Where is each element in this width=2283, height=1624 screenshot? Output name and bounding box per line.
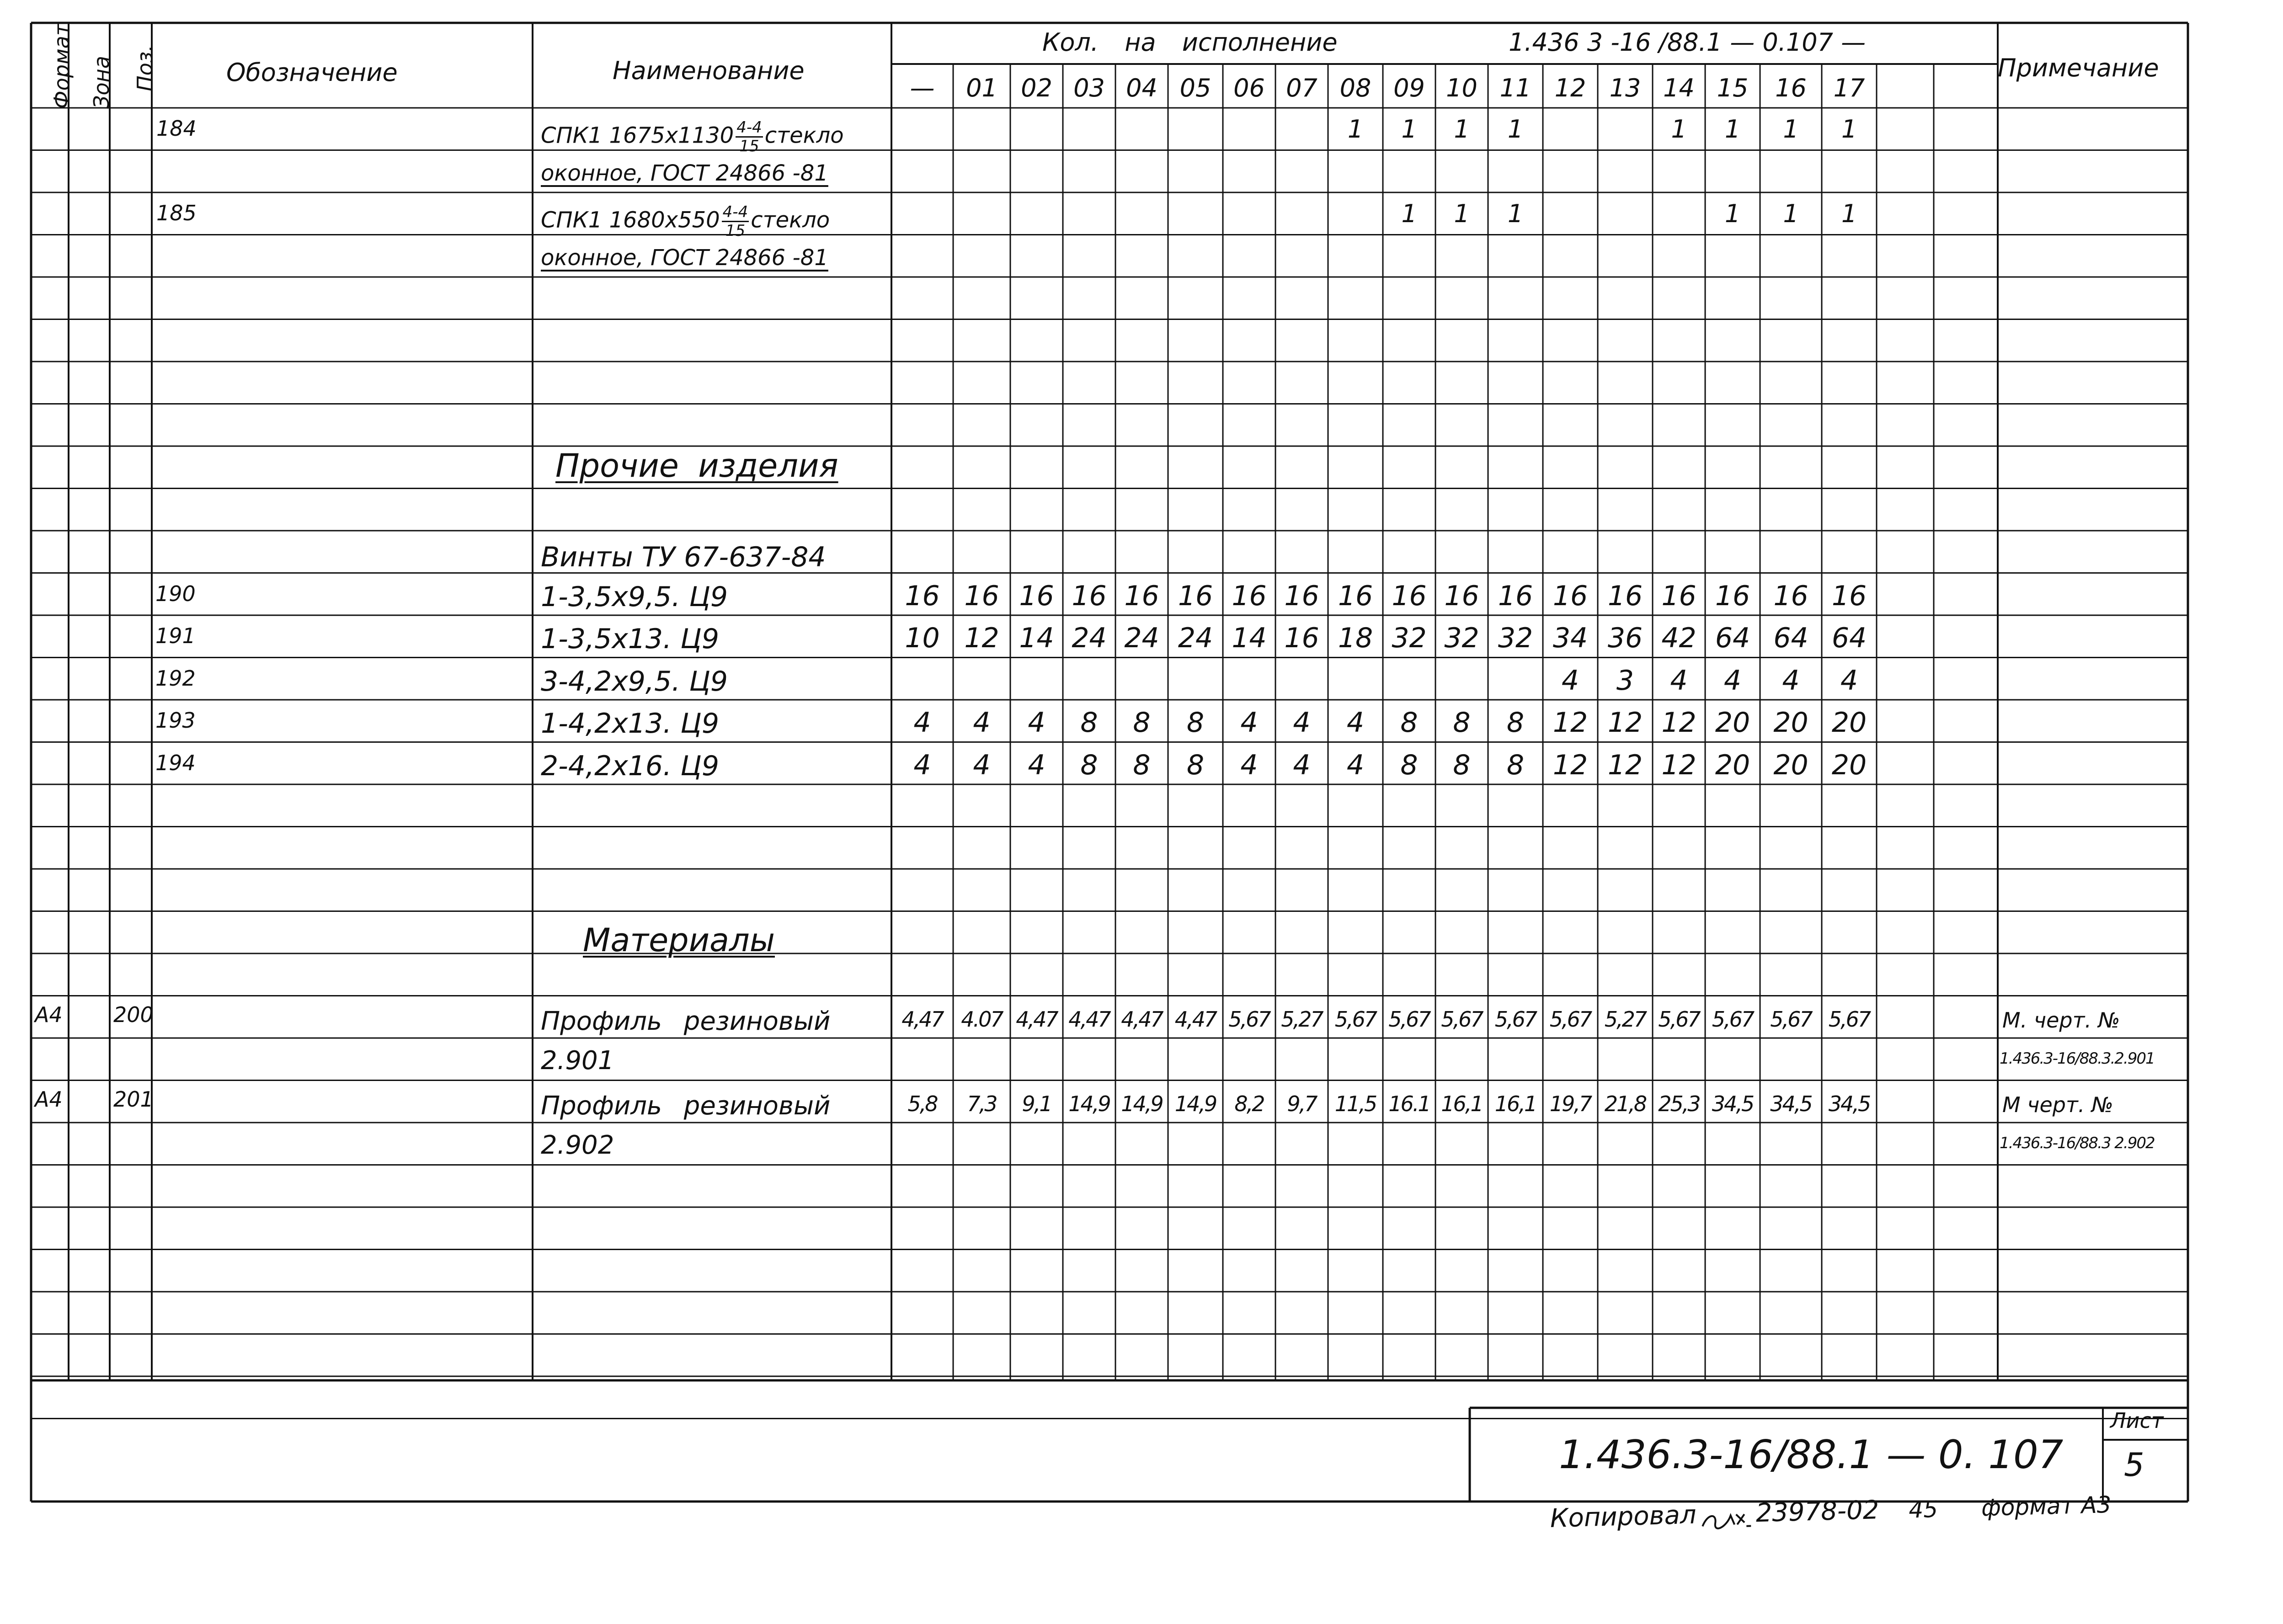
footer-format: формат А3	[1981, 1491, 2112, 1522]
item-name: 3-4,2х9,5. Ц9	[541, 665, 728, 698]
qty-cell: 20	[1715, 749, 1750, 781]
qty-cell: 1	[1401, 199, 1417, 228]
qty-cell: 8	[1133, 749, 1151, 781]
qty-cell: 16	[1284, 580, 1319, 612]
qty-cell: 5,8	[907, 1091, 937, 1116]
qty-cell: 16	[1498, 580, 1533, 612]
qty-cell: 16	[964, 580, 999, 612]
qty-cell: 8	[1506, 749, 1525, 781]
qty-cell: 24	[1124, 622, 1159, 654]
item-name: Профиль резиновый	[541, 1006, 831, 1036]
qty-cell: 3	[1616, 664, 1634, 697]
qty-cell: 16	[1232, 580, 1267, 612]
qty-cell: 5,67	[1658, 1006, 1700, 1032]
qty-cell: 12	[1552, 749, 1588, 781]
qty-cell: 14,9	[1121, 1091, 1163, 1116]
glass-fraction	[722, 204, 749, 239]
fraction-bottom: 15	[725, 222, 746, 240]
header-name: Наименование	[613, 56, 805, 85]
qty-cell: 11,5	[1334, 1091, 1376, 1116]
qty-cell: 5,67	[1494, 1006, 1536, 1032]
qty-cell: 64	[1831, 622, 1867, 654]
qty-cell: 20	[1831, 707, 1867, 739]
qty-cell: 16	[1178, 580, 1213, 612]
qty-cell: 25,3	[1658, 1091, 1700, 1116]
qty-cell: 5,27	[1604, 1006, 1646, 1032]
qty-cell: 16,1	[1441, 1091, 1483, 1116]
qty-cell: 14,9	[1068, 1091, 1110, 1116]
qty-cell: 16	[1715, 580, 1750, 612]
item-name: оконное, ГОСТ 24866 -81	[541, 160, 828, 186]
qty-cell: 8	[1080, 749, 1098, 781]
position-number: 184	[156, 116, 197, 141]
qty-cell: 16	[1392, 580, 1427, 612]
qty-cell: 8	[1186, 707, 1205, 739]
qty-cell: 1	[1401, 115, 1417, 144]
qty-cell: 12	[964, 622, 999, 654]
qty-cell: 4	[1028, 707, 1045, 739]
qty-cell: 32	[1392, 622, 1427, 654]
variant-header: 01	[966, 74, 997, 102]
header-note: Примечание	[1998, 53, 2159, 82]
qty-cell: 1	[1783, 199, 1799, 228]
qty-cell: 4	[1346, 749, 1365, 781]
qty-cell: 19,7	[1549, 1091, 1591, 1116]
header-qty-title: Кол. на исполнение	[1042, 28, 1338, 57]
variant-header: 09	[1393, 74, 1425, 102]
qty-cell: 8	[1400, 707, 1418, 739]
qty-cell: 4	[1240, 707, 1258, 739]
qty-cell: 4	[1346, 707, 1365, 739]
variant-header: 10	[1446, 74, 1478, 102]
header-zone: Зона	[89, 56, 114, 109]
qty-cell: 34,5	[1770, 1091, 1812, 1116]
qty-cell: 16	[1552, 580, 1588, 612]
qty-cell: 10	[905, 622, 940, 654]
qty-cell: 8	[1080, 707, 1098, 739]
qty-cell: 36	[1607, 622, 1643, 654]
qty-cell: 1	[1454, 115, 1470, 144]
qty-cell: 16	[1284, 622, 1319, 654]
qty-cell: 14,9	[1174, 1091, 1216, 1116]
qty-cell: 4	[1293, 707, 1311, 739]
qty-cell: 16	[905, 580, 940, 612]
header-format: Формат	[49, 23, 74, 109]
variant-header: 12	[1554, 74, 1586, 102]
qty-cell: 1	[1454, 199, 1470, 228]
qty-cell: 4	[973, 749, 991, 781]
qty-cell: 4,47	[1121, 1006, 1163, 1032]
qty-cell: 4,47	[901, 1006, 943, 1032]
format-cell: А4	[35, 1002, 63, 1027]
variant-header: 13	[1609, 74, 1641, 102]
qty-cell: 8	[1400, 749, 1418, 781]
qty-cell: 12	[1661, 707, 1696, 739]
qty-cell: 4	[1782, 664, 1800, 697]
qty-cell: 21,8	[1604, 1091, 1646, 1116]
qty-cell: 1	[1724, 199, 1741, 228]
qty-cell: 16	[1444, 580, 1479, 612]
qty-cell: 5,67	[1334, 1006, 1376, 1032]
qty-cell: 16.1	[1388, 1091, 1430, 1116]
qty-cell: 8	[1453, 749, 1471, 781]
variant-header: 17	[1833, 74, 1865, 102]
variant-header: 11	[1499, 74, 1531, 102]
stamp-code: 1.436.3-16/88.1 — 0. 107	[1559, 1432, 2064, 1478]
item-name: 1-4,2х13. Ц9	[541, 708, 719, 740]
qty-cell: 42	[1661, 622, 1696, 654]
item-name: Профиль резиновый	[541, 1091, 831, 1121]
header-pos: Поз.	[133, 45, 157, 91]
screws-title: Винты ТУ 67-637-84	[541, 541, 826, 573]
position-number: 200	[113, 1002, 154, 1027]
position-number: 193	[155, 708, 196, 733]
item-name: 1-3,5х9,5. Ц9	[541, 580, 728, 613]
qty-cell: 5,67	[1828, 1006, 1870, 1032]
qty-cell: 8	[1186, 749, 1205, 781]
qty-cell: 5,67	[1228, 1006, 1270, 1032]
variant-header: 03	[1073, 74, 1105, 102]
qty-cell: 16	[1607, 580, 1643, 612]
qty-cell: 20	[1773, 749, 1808, 781]
qty-cell: 8	[1453, 707, 1471, 739]
section-materials: Материалы	[583, 921, 775, 959]
qty-cell: 20	[1715, 707, 1750, 739]
note-cell-2: 1.436.3-16/88.3 2.902	[2000, 1134, 2155, 1152]
item-name: СПК1 1675х1130 $\frac{4-4}{15}$ стекло	[541, 118, 844, 155]
qty-cell: 64	[1715, 622, 1750, 654]
qty-cell: 5,67	[1770, 1006, 1812, 1032]
item-name-tail: стекло	[751, 207, 830, 233]
copyist-signature	[1698, 1508, 1754, 1533]
qty-cell: 4	[1293, 749, 1311, 781]
qty-cell: 16	[1831, 580, 1867, 612]
qty-cell: 4,47	[1068, 1006, 1110, 1032]
variant-header: 15	[1717, 74, 1749, 102]
qty-cell: 16	[1661, 580, 1696, 612]
qty-cell: 4	[913, 749, 931, 781]
position-number: 185	[156, 201, 197, 225]
fraction-top: 4-4	[736, 118, 762, 137]
footer-number: 45	[1908, 1496, 1938, 1523]
qty-cell: 32	[1498, 622, 1533, 654]
item-name: 1-3,5х13. Ц9	[541, 623, 719, 655]
variant-header: 08	[1339, 74, 1371, 102]
qty-cell: 24	[1072, 622, 1107, 654]
qty-cell: 12	[1552, 707, 1588, 739]
qty-cell: 9,1	[1022, 1091, 1051, 1116]
qty-cell: 1	[1724, 115, 1741, 144]
note-cell-2: 1.436.3-16/88.3.2.901	[2000, 1049, 2155, 1068]
qty-cell: 32	[1444, 622, 1479, 654]
fraction-top: 4-4	[722, 203, 748, 221]
qty-cell: 20	[1831, 749, 1867, 781]
qty-cell: 34,5	[1828, 1091, 1870, 1116]
qty-cell: 5,67	[1712, 1006, 1754, 1032]
qty-cell: 8,2	[1234, 1091, 1264, 1116]
item-name: оконное, ГОСТ 24866 -81	[541, 245, 828, 271]
qty-cell: 4	[973, 707, 991, 739]
variant-header: 04	[1126, 74, 1158, 102]
qty-cell: 5,67	[1388, 1006, 1430, 1032]
footer-copied: Копировал	[1549, 1500, 1697, 1533]
qty-cell: 4	[1723, 664, 1742, 697]
qty-cell: 1	[1783, 115, 1799, 144]
item-name-2: 2.902	[541, 1130, 614, 1160]
qty-cell: 8	[1506, 707, 1525, 739]
qty-cell: 34,5	[1712, 1091, 1754, 1116]
fraction-bottom: 15	[739, 137, 759, 155]
item-name: 2-4,2х16. Ц9	[541, 750, 719, 782]
qty-cell: 64	[1773, 622, 1808, 654]
qty-cell: 12	[1607, 707, 1643, 739]
qty-cell: 20	[1773, 707, 1808, 739]
qty-cell: 1	[1841, 115, 1857, 144]
qty-cell: 16,1	[1494, 1091, 1536, 1116]
qty-cell: 16	[1124, 580, 1159, 612]
qty-cell: 24	[1178, 622, 1213, 654]
position-number: 190	[155, 581, 196, 606]
qty-cell: 16	[1773, 580, 1808, 612]
position-number: 194	[155, 750, 196, 775]
qty-cell: 16	[1338, 580, 1373, 612]
variant-header: 05	[1179, 74, 1211, 102]
variant-header: 07	[1286, 74, 1318, 102]
variant-header: 16	[1775, 74, 1807, 102]
qty-cell: 4	[1840, 664, 1858, 697]
position-number: 191	[155, 623, 196, 648]
qty-cell: 8	[1133, 707, 1151, 739]
qty-cell: 16	[1072, 580, 1107, 612]
variant-header: 06	[1233, 74, 1265, 102]
qty-cell: 5,67	[1549, 1006, 1591, 1032]
qty-cell: 4.07	[961, 1006, 1003, 1032]
header-designation: Обозначение	[226, 58, 398, 87]
qty-cell: 4	[1028, 749, 1045, 781]
qty-cell: 4	[1561, 664, 1579, 697]
qty-cell: 5,27	[1281, 1006, 1323, 1032]
item-name-tail: стекло	[764, 122, 844, 149]
qty-cell: 1	[1841, 199, 1857, 228]
position-number: 192	[155, 666, 196, 691]
position-number: 201	[113, 1086, 154, 1112]
qty-cell: 1	[1507, 115, 1524, 144]
qty-cell: 4	[1240, 749, 1258, 781]
section-other-products: Прочие изделия	[555, 447, 838, 485]
qty-cell: 7,3	[967, 1091, 997, 1116]
qty-cell: 4,47	[1174, 1006, 1216, 1032]
qty-cell: 34	[1552, 622, 1588, 654]
variant-header: 14	[1663, 74, 1695, 102]
stamp-sheet-number: 5	[2124, 1446, 2144, 1484]
qty-cell: 4	[913, 707, 931, 739]
qty-cell: 12	[1661, 749, 1696, 781]
footer-order: 23978-02	[1755, 1495, 1880, 1528]
variant-header: 02	[1021, 74, 1052, 102]
item-name-2: 2.901	[541, 1046, 614, 1076]
qty-cell: 12	[1607, 749, 1643, 781]
glass-fraction	[736, 120, 763, 154]
qty-cell: 14	[1019, 622, 1054, 654]
qty-cell: 18	[1338, 622, 1373, 654]
qty-cell: 9,7	[1287, 1091, 1317, 1116]
stamp-sheet-label: Лист	[2110, 1408, 2164, 1433]
note-cell: М черт. №	[2002, 1092, 2113, 1117]
qty-cell: 1	[1671, 115, 1687, 144]
qty-cell: 4,47	[1016, 1006, 1057, 1032]
qty-cell: 5,67	[1441, 1006, 1483, 1032]
header-qty-code: 1.436 3 -16 /88.1 — 0.107 —	[1509, 28, 1866, 57]
qty-cell: 14	[1232, 622, 1267, 654]
qty-cell: 1	[1347, 115, 1364, 144]
format-cell: А4	[35, 1086, 63, 1112]
qty-cell: 1	[1507, 199, 1524, 228]
qty-cell: 16	[1019, 580, 1054, 612]
variant-header: —	[910, 74, 935, 102]
item-name: СПК1 1680х550 $\frac{4-4}{15}$ стекло	[541, 203, 830, 240]
qty-cell: 4	[1670, 664, 1688, 697]
note-cell: М. черт. №	[2002, 1007, 2120, 1033]
